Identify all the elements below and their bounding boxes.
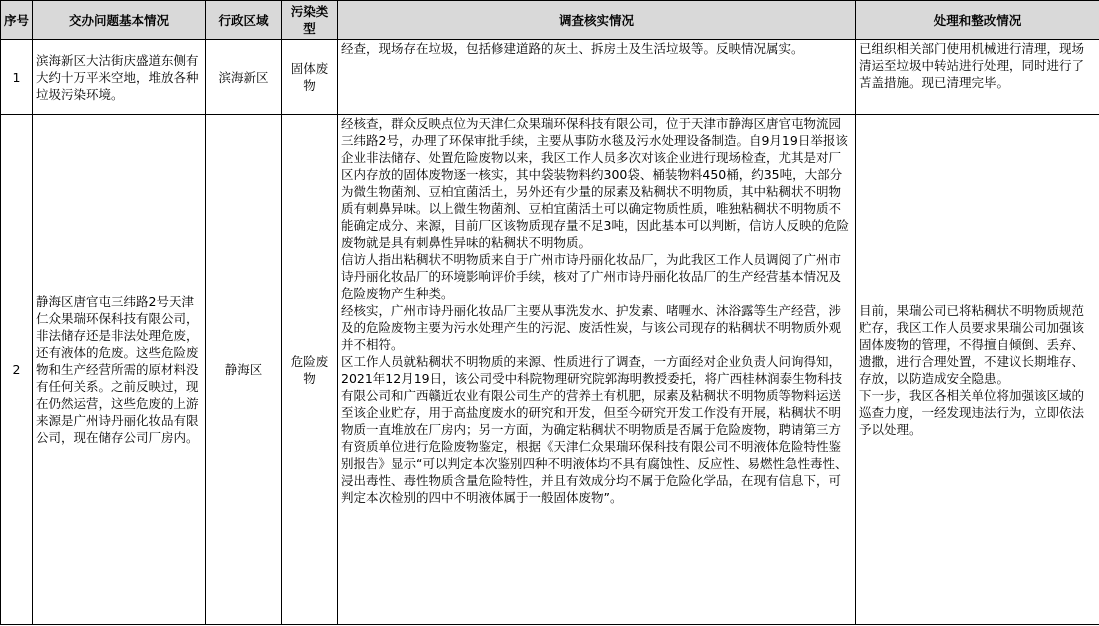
header-region: 行政区域 <box>206 1 282 40</box>
header-issue: 交办问题基本情况 <box>33 1 206 40</box>
header-seq: 序号 <box>1 1 33 40</box>
investigation-paragraph: 信访人指出粘稠状不明物质来自于广州市诗丹丽化妆品厂，为此我区工作人员调阅了广州市诗丹丽化妆品厂的环境影响评价手续，核对了广州市诗丹丽化妆品厂的生产经营基本情况及危险废物产生种类。 <box>341 252 842 301</box>
cell-seq: 1 <box>1 40 33 115</box>
cell-region: 静海区 <box>206 115 282 625</box>
header-handling: 处理和整改情况 <box>856 1 1099 40</box>
cell-investigation <box>338 40 856 115</box>
header-pollution: 污染类型 <box>282 1 338 40</box>
handling-paragraph: 下一步，我区各相关单位将加强该区域的巡查力度，一经发现违法行为，立即依法予以处理。 <box>859 387 1085 437</box>
cell-pollution: 固体废物 <box>282 40 338 115</box>
cell-handling <box>856 40 1099 115</box>
table-row <box>1 115 1099 625</box>
investigation-paragraph: 经核实，广州市诗丹丽化妆品厂主要从事洗发水、护发素、啫喱水、沐浴露等生产经营，涉及的危险废物主要为污水处理产生的污泥、废活性炭，与该公司现存的粘稠状不明物质外观并不相符。 <box>341 303 842 352</box>
cell-handling <box>856 115 1099 625</box>
cell-seq: 2 <box>1 115 33 625</box>
handling-paragraph: 目前，果瑞公司已将粘稠状不明物质规范贮存，我区工作人员要求果瑞公司加强该固体废物的管理，不得擅自倾倒、丢弃、遗撒，进行合理处置，不建议长期堆存、存放，以防造成安全隐患。 <box>859 302 1085 386</box>
investigation-paragraph: 区工作人员就粘稠状不明物质的来源、性质进行了调查，一方面经对企业负责人问询得知，2021年12月19日，该公司受中科院物理研究院郭海明教授委托，将广西桂林润泰生物科技有限公司和广西赣近农业有限公司生产的营养土有机肥，尿素及粘稠状不明物质等物料运送至该企业贮存，用于高盐度废水的研究和开发，但至今研究开发工作没有开展，粘稠状不明物质一直堆放在厂房内；另一方面，为确定粘稠状不明物质是否属于危险废物，聘请第三方有资质单位进行危险废物鉴定，根据《天津仁众果瑞环保科技有限公司不明液体危险特性鉴别报告》显示“可以判定本次鉴别四种不明液体均不具有腐蚀性、反应性、易燃性急性毒性、浸出毒性、毒性物质含量危险特性，并且有效成分均不属于危险化学品，在现有信息下，可判定本次检别的四中不明液体属于一般固体废物”。 <box>341 354 848 505</box>
investigation-paragraph: 经核查，群众反映点位为天津仁众果瑞环保科技有限公司，位于天津市静海区唐官屯物流园三纬路2号，办理了环保审批手续，主要从事防水毯及污水处理设备制造。自9月19日举报该企业非法储存、处置危险废物以来，我区工作人员多次对该企业进行现场检查，尤其是对厂区内存放的固体废物逐一核实，其中袋装物料约300袋、桶装物料450桶，约35吨，大部分为微生物菌剂、豆柏宜菌活土，另外还有少量的尿素及粘稠状不明物质，其中粘稠状不明物质有刺鼻异味。以上微生物菌剂、豆柏宜菌活土可以确定物质性质，唯独粘稠状不明物质不能确定成分、来源，目前厂区该物质现存量不足3吨，因此基本可以判断，信访人反映的危险废物就是具有刺鼻性异味的粘稠状不明物质。 <box>341 116 849 250</box>
cell-region: 滨海新区 <box>206 40 282 115</box>
cell-issue: 静海区唐官屯三纬路2号天津仁众果瑞环保科技有限公司，非法储存还是非法处理危废，还有液体的危废。这些危险废物和生产经营所需的原材料没有任何关系。之前反映过，现在仍然运营，这些危废的上游来源是广州诗丹丽化妆品有限公司，现在储存公司厂房内。 <box>33 115 206 625</box>
investigation-paragraph: 经查，现场存在垃圾，包括修建道路的灰土、拆房土及生活垃圾等。反映情况属实。 <box>341 41 804 56</box>
cell-investigation <box>338 115 856 625</box>
handling-paragraph: 已组织相关部门使用机械进行清理，现场清运至垃圾中转站进行处理，同时进行了苫盖措施。现已清理完毕。 <box>859 41 1085 90</box>
header-row <box>1 1 1099 40</box>
table-row <box>1 40 1099 115</box>
header-investigation: 调查核实情况 <box>338 1 856 40</box>
cell-pollution: 危险废物 <box>282 115 338 625</box>
cell-issue: 滨海新区大沽街庆盛道东侧有大约十万平米空地，堆放各种垃圾污染环境。 <box>33 40 206 115</box>
